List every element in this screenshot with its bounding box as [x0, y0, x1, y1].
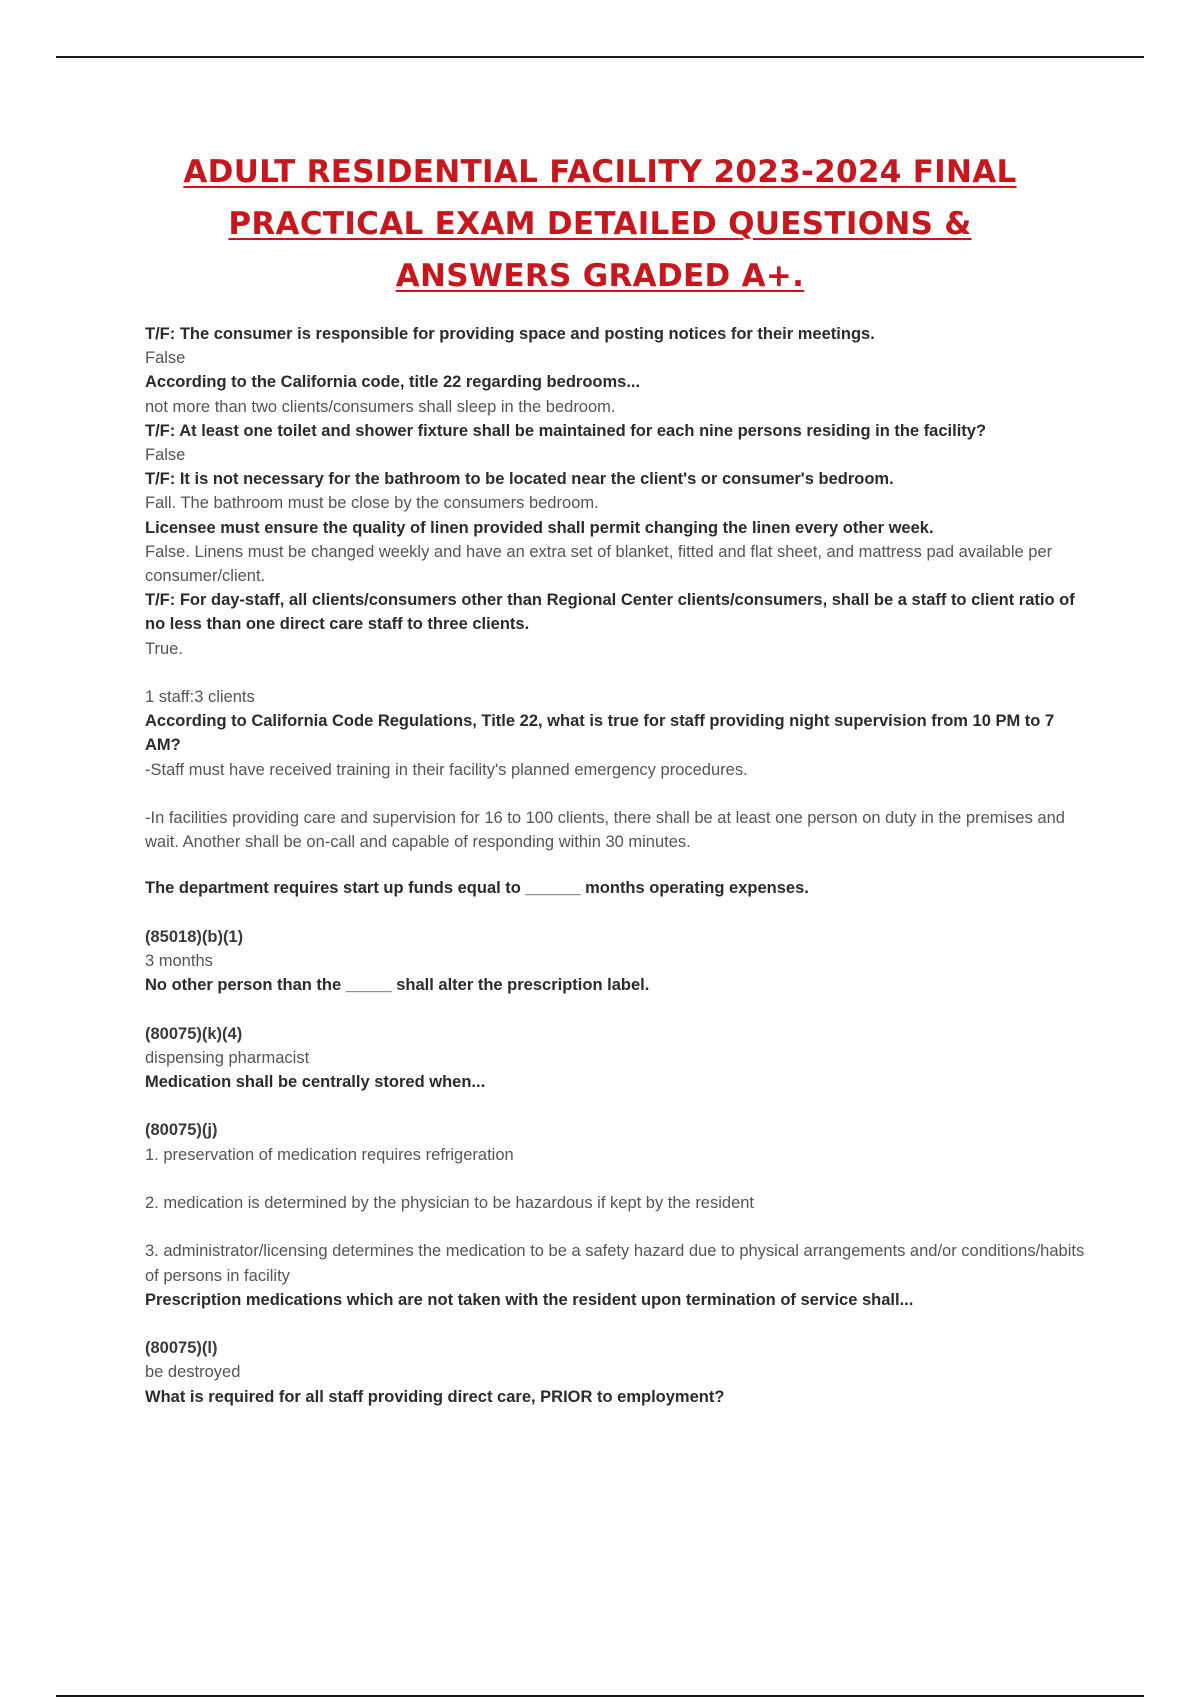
reference-8: (85018)(b)(1): [145, 927, 244, 946]
question-7: According to California Code Regulations, Title 22, what is true for staff providing night supervision from 10 PM to 7 AM?: [145, 712, 1055, 755]
title-line-2: PRACTICAL EXAM DETAILED QUESTIONS &: [228, 206, 972, 242]
question-10: Medication shall be centrally stored when...: [145, 1073, 486, 1092]
title-line-1: ADULT RESIDENTIAL FACILITY 2023-2024 FINAL: [183, 154, 1017, 190]
question-11: Prescription medications which are not taken with the resident upon termination of service shall...: [145, 1290, 914, 1309]
question-9: No other person than the _____ shall alter the prescription label.: [145, 976, 650, 995]
question-1: T/F: The consumer is responsible for providing space and posting notices for their meetings.: [145, 325, 875, 343]
answer-9: dispensing pharmacist: [145, 1048, 310, 1067]
document-title: [100, 146, 1100, 302]
top-rule: [56, 56, 1144, 58]
question-12: What is required for all staff providing direct care, PRIOR to employment?: [145, 1387, 725, 1406]
answer-7-detail: -In facilities providing care and supervision for 16 to 100 clients, there shall be at least one person on duty in the premises and wait. Another shall be on-call and capable of responding within 30 minutes.: [145, 809, 1065, 852]
question-8: The department requires start up funds equal to ______ months operating expenses.: [145, 879, 809, 898]
reference-11: (80075)(l): [145, 1339, 218, 1358]
title-line-3: ANSWERS GRADED A+.: [395, 258, 805, 294]
answer-6-detail: 1 staff:3 clients: [145, 688, 255, 707]
answer-4: Fall. The bathroom must be close by the consumers bedroom.: [145, 494, 599, 513]
answer-7: -Staff must have received training in their facility's planned emergency procedures.: [145, 760, 748, 779]
bottom-rule: [56, 1695, 1144, 1697]
answer-2: not more than two clients/consumers shall sleep in the bedroom.: [145, 397, 616, 416]
answer-10-item-1: 1. preservation of medication requires refrigeration: [145, 1145, 514, 1164]
answer-1: False: [145, 349, 186, 368]
question-2: According to the California code, title 22 regarding bedrooms...: [145, 373, 641, 392]
answer-3: False: [145, 446, 186, 465]
reference-10: (80075)(j): [145, 1121, 218, 1140]
answer-6: True.: [145, 639, 183, 658]
question-6: T/F: For day-staff, all clients/consumers other than Regional Center clients/consumers, shall be a staff to client ratio of no less than one direct care staff to three clients.: [145, 591, 1075, 634]
question-4: T/F: It is not necessary for the bathroom to be located near the client's or consumer's bedroom.: [145, 470, 894, 489]
question-5: Licensee must ensure the quality of linen provided shall permit changing the linen every other week.: [145, 518, 934, 537]
qa-content: [145, 322, 1085, 1409]
question-3: T/F: At least one toilet and shower fixture shall be maintained for each nine persons residing in the facility?: [145, 421, 987, 440]
answer-10-item-3: 3. administrator/licensing determines the medication to be a safety hazard due to physical arrangements and/or conditions/habits of persons in facility: [145, 1242, 1085, 1285]
reference-9: (80075)(k)(4): [145, 1024, 243, 1043]
answer-5: False. Linens must be changed weekly and have an extra set of blanket, fitted and flat sheet, and mattress pad available per consumer/client.: [145, 542, 1053, 586]
answer-8: 3 months: [145, 952, 213, 971]
answer-11: be destroyed: [145, 1363, 241, 1382]
answer-10-item-2: 2. medication is determined by the physician to be hazardous if kept by the resident: [145, 1194, 755, 1213]
